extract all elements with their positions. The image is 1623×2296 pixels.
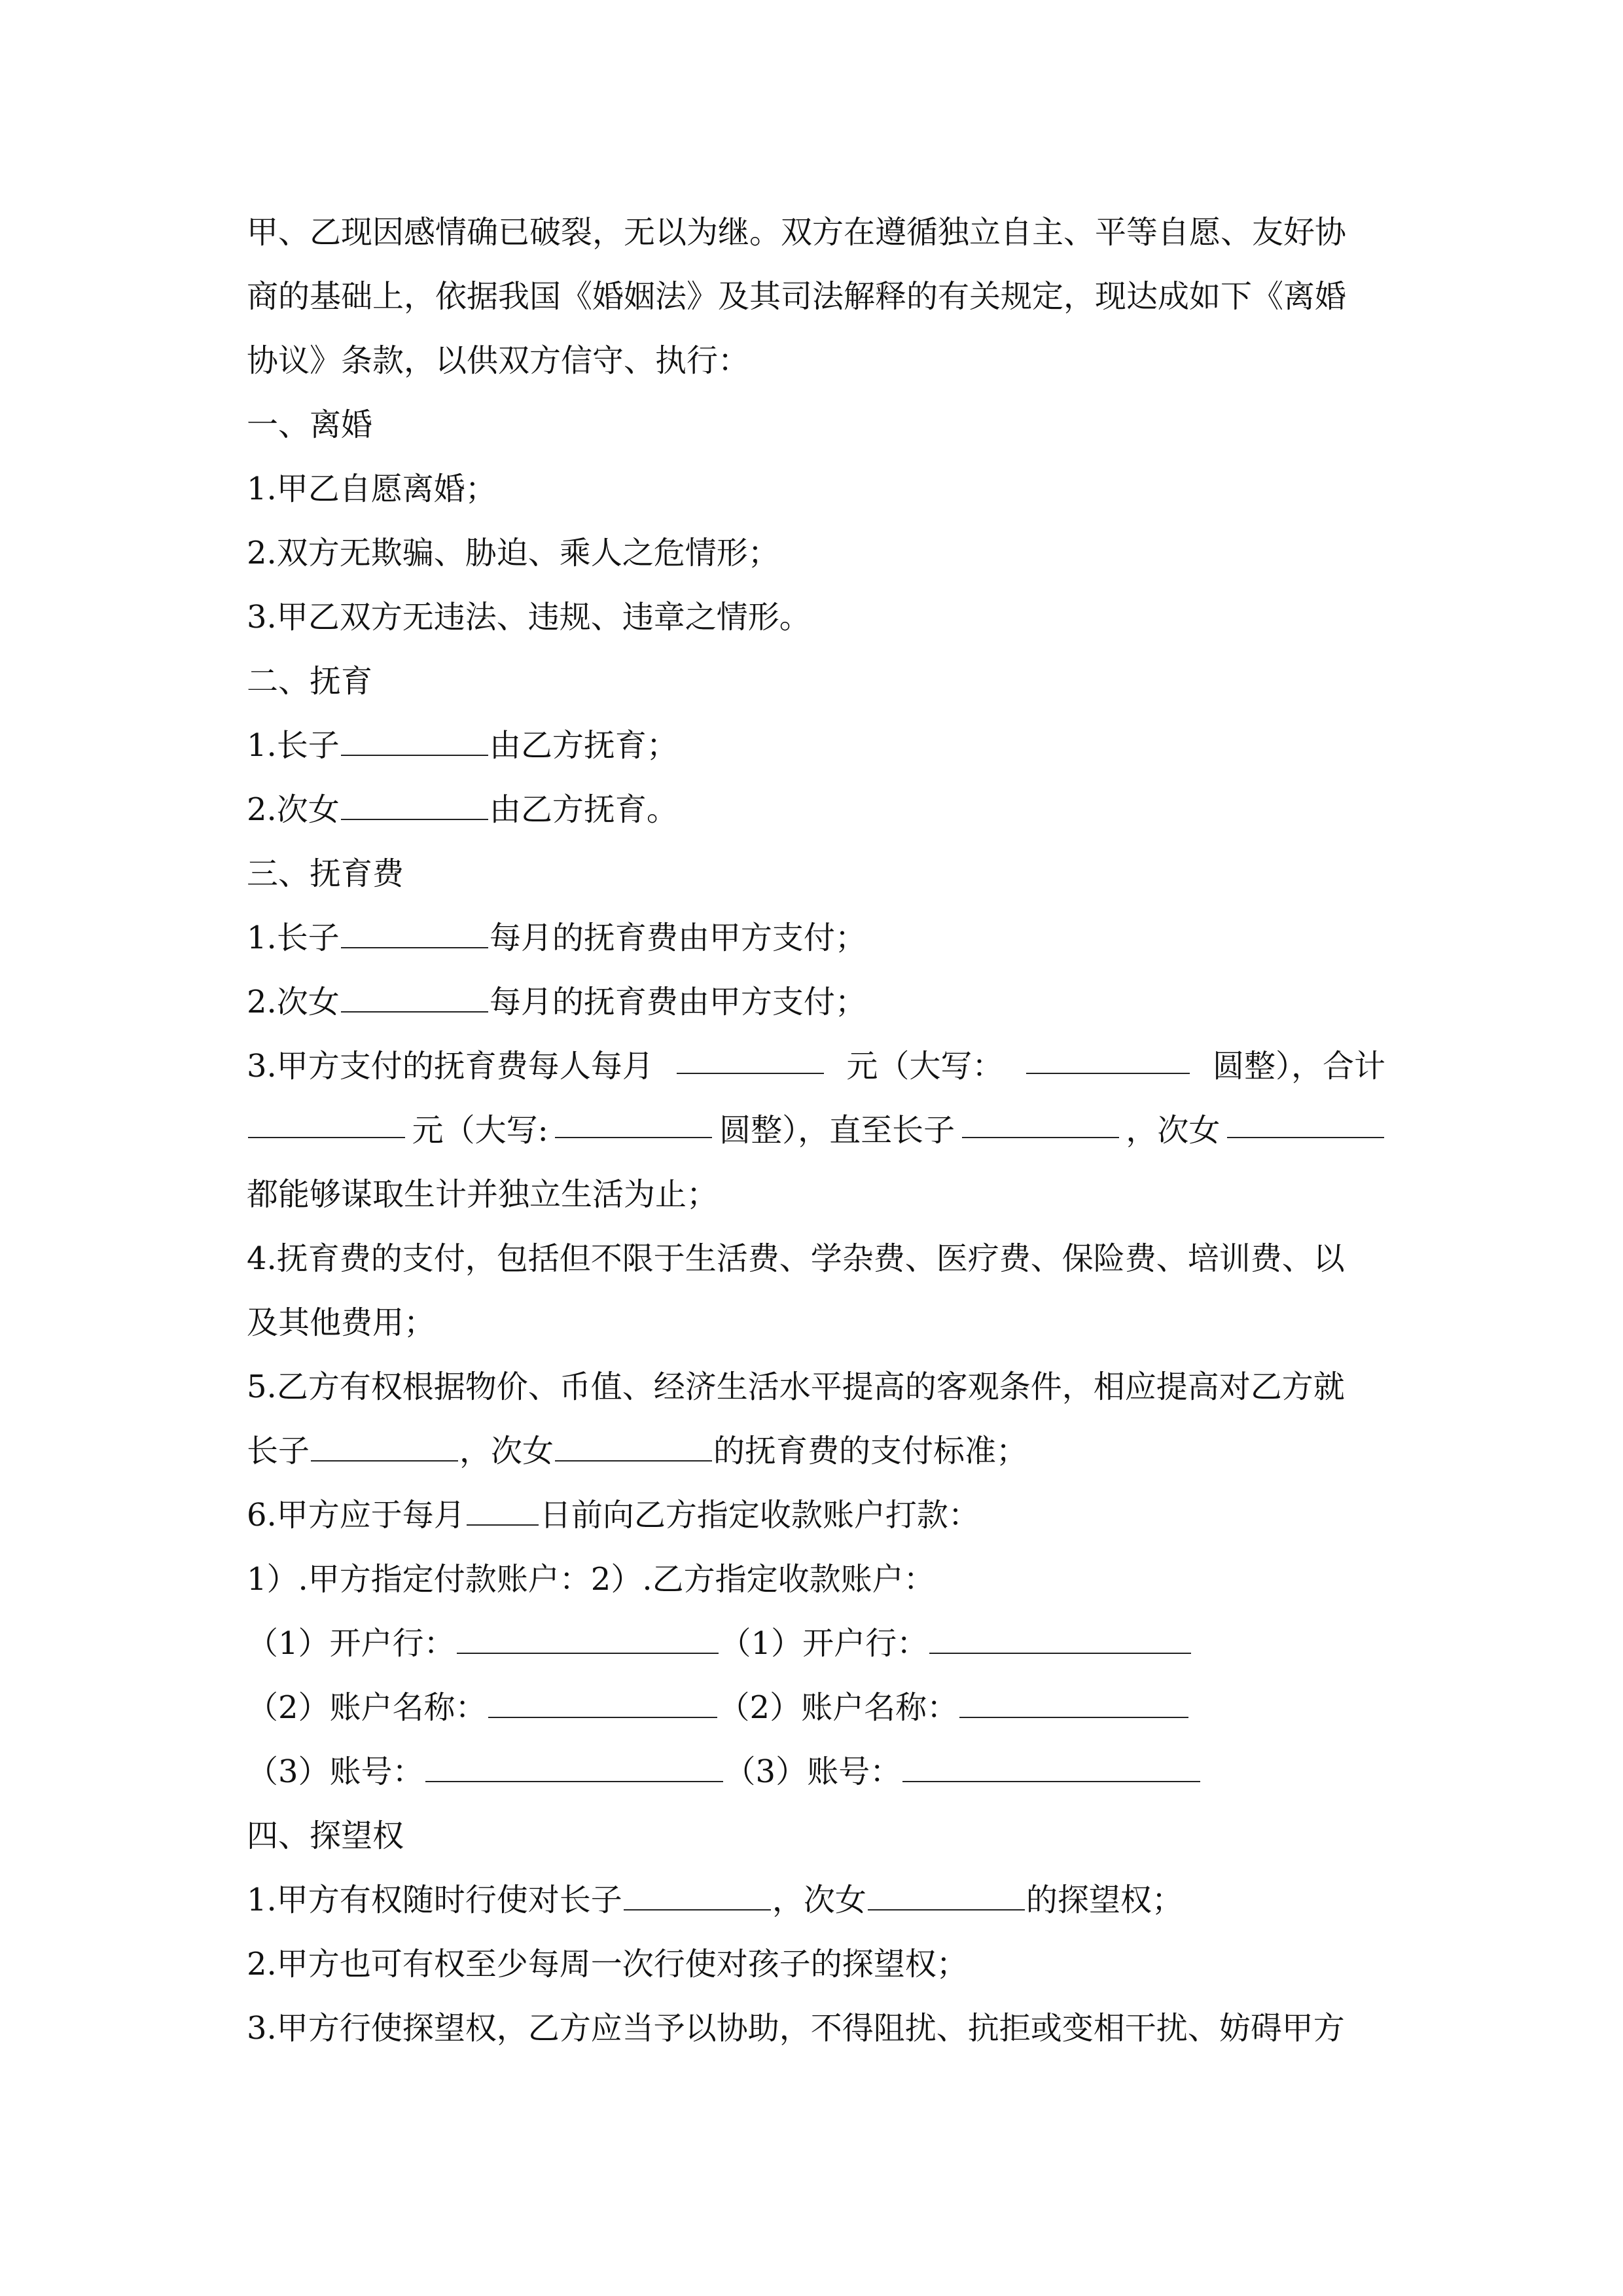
- text: 由乙方抚育；: [489, 727, 678, 764]
- section-2-item-1: [247, 713, 1385, 778]
- fill-blank-daughter[interactable]: [868, 1909, 1025, 1910]
- fill-blank-son[interactable]: [624, 1909, 771, 1910]
- section-3-title: 三、抚育费: [247, 855, 404, 892]
- text: 2.次女: [247, 791, 340, 828]
- payer-account-number-field[interactable]: [425, 1780, 723, 1782]
- account-heading: 1）.甲方指定付款账户：2）.乙方指定收款账户：: [247, 1561, 935, 1598]
- intro-line-3: [247, 328, 1385, 393]
- section-3-item-4-line-2: 及其他费用；: [247, 1304, 436, 1341]
- text: 长子: [247, 1433, 310, 1469]
- section-3-item-3-line-3: 都能够谋取生计并独立生活为止；: [247, 1176, 719, 1213]
- intro-text-1: 甲、乙现因感情确已破裂，无以为继。双方在遵循独立自主、平等自愿、友好协: [247, 214, 1347, 251]
- payee-bank-field[interactable]: [929, 1652, 1191, 1654]
- section-1-item-2: 2.双方无欺骗、胁迫、乘人之危情形；: [247, 535, 779, 571]
- fill-blank-amount[interactable]: [677, 1033, 824, 1074]
- section-4-title: 四、探望权: [247, 1818, 404, 1854]
- text: 2.次女: [247, 984, 340, 1020]
- text: 每月的抚育费由甲方支付；: [489, 984, 866, 1020]
- text: ，次女: [1126, 1112, 1221, 1149]
- text: 的抚育费的支付标准；: [713, 1433, 1028, 1469]
- intro-text-3: 协议》条款，以供双方信守、执行：: [247, 342, 750, 379]
- fill-blank-son[interactable]: [341, 754, 488, 756]
- payer-bank-field[interactable]: [457, 1652, 719, 1654]
- fill-blank-amount-words[interactable]: [1026, 1033, 1190, 1074]
- section-3-item-1: [247, 905, 1385, 971]
- payee-bank-label: （1）开户行：: [719, 1625, 929, 1662]
- section-3-item-3-line-2: [247, 1098, 1385, 1163]
- fill-blank-daughter[interactable]: [555, 1460, 712, 1462]
- payee-account-number-field[interactable]: [902, 1780, 1200, 1782]
- fill-blank-son[interactable]: [311, 1460, 458, 1462]
- payee-account-number-label: （3）账号：: [724, 1753, 902, 1790]
- account-row-name: [247, 1675, 1385, 1740]
- text: 4.抚育费的支付，包括但不限于生活费、学杂费、医疗费、保险费、培训费、以: [247, 1240, 1345, 1277]
- fill-blank-daughter[interactable]: [341, 818, 488, 820]
- section-4-item-3: [247, 1996, 1385, 2061]
- fill-blank-total-words[interactable]: [555, 1098, 712, 1138]
- section-2-item-2: [247, 777, 1385, 842]
- payer-account-number-label: （3）账号：: [247, 1753, 424, 1790]
- text: 6.甲方应于每月: [247, 1497, 465, 1534]
- section-3-item-5-line-2: [247, 1418, 1385, 1484]
- text: ，次女: [459, 1433, 554, 1469]
- section-4-item-1: [247, 1867, 1385, 1933]
- text: 日前向乙方指定收款账户打款：: [539, 1497, 980, 1534]
- intro-line-1: [247, 200, 1385, 265]
- fill-blank-daughter[interactable]: [1227, 1098, 1384, 1138]
- section-3-item-5-line-1: [247, 1354, 1385, 1420]
- section-1-item-3: 3.甲乙双方无违法、违规、违章之情形。: [247, 599, 811, 636]
- payer-account-name-field[interactable]: [488, 1716, 717, 1718]
- text: 元（大写：: [846, 1048, 1004, 1085]
- text: 1.长子: [247, 727, 340, 764]
- fill-blank-total[interactable]: [248, 1098, 405, 1138]
- text: ，次女: [772, 1882, 866, 1918]
- section-3-item-4-line-1: [247, 1226, 1385, 1291]
- payer-account-name-label: （2）账户名称：: [247, 1689, 487, 1726]
- section-3-item-2: [247, 969, 1385, 1035]
- text: 1.甲方有权随时行使对长子: [247, 1882, 622, 1918]
- fill-blank-son[interactable]: [962, 1098, 1119, 1138]
- text: 由乙方抚育。: [489, 791, 678, 828]
- fill-blank-daughter[interactable]: [341, 1011, 488, 1013]
- text: 5.乙方有权根据物价、币值、经济生活水平提高的客观条件，相应提高对乙方就: [247, 1369, 1345, 1405]
- payee-account-name-field[interactable]: [959, 1716, 1188, 1718]
- payer-bank-label: （1）开户行：: [247, 1625, 455, 1662]
- section-4-item-2: 2.甲方也可有权至少每周一次行使对孩子的探望权；: [247, 1946, 968, 1982]
- account-row-bank: [247, 1611, 1385, 1676]
- section-3-item-6: [247, 1482, 1385, 1548]
- intro-text-2: 商的基础上，依据我国《婚姻法》及其司法解释的有关规定，现达成如下《离婚: [247, 278, 1347, 315]
- section-1-item-1: 1.甲乙自愿离婚；: [247, 471, 497, 507]
- text: 圆整），合计: [1212, 1048, 1385, 1085]
- text: 每月的抚育费由甲方支付；: [489, 920, 866, 956]
- fill-blank-day[interactable]: [467, 1524, 539, 1526]
- section-2-title: 二、抚育: [247, 663, 373, 700]
- text: 的探望权；: [1026, 1882, 1183, 1918]
- section-1-title: 一、离婚: [247, 406, 373, 443]
- intro-line-2: [247, 264, 1385, 329]
- text: 1.长子: [247, 920, 340, 956]
- text: 3.甲方行使探望权，乙方应当予以协助，不得阻扰、抗拒或变相干扰、妨碍甲方: [247, 2010, 1345, 2047]
- account-row-number: [247, 1739, 1385, 1804]
- text: 圆整），直至长子: [719, 1112, 955, 1149]
- text: 元（大写:: [412, 1112, 548, 1149]
- section-3-item-3-line-1: [247, 1033, 1385, 1099]
- text: 3.甲方支付的抚育费每人每月: [247, 1048, 654, 1085]
- payee-account-name-label: （2）账户名称：: [718, 1689, 959, 1726]
- fill-blank-son[interactable]: [341, 946, 488, 948]
